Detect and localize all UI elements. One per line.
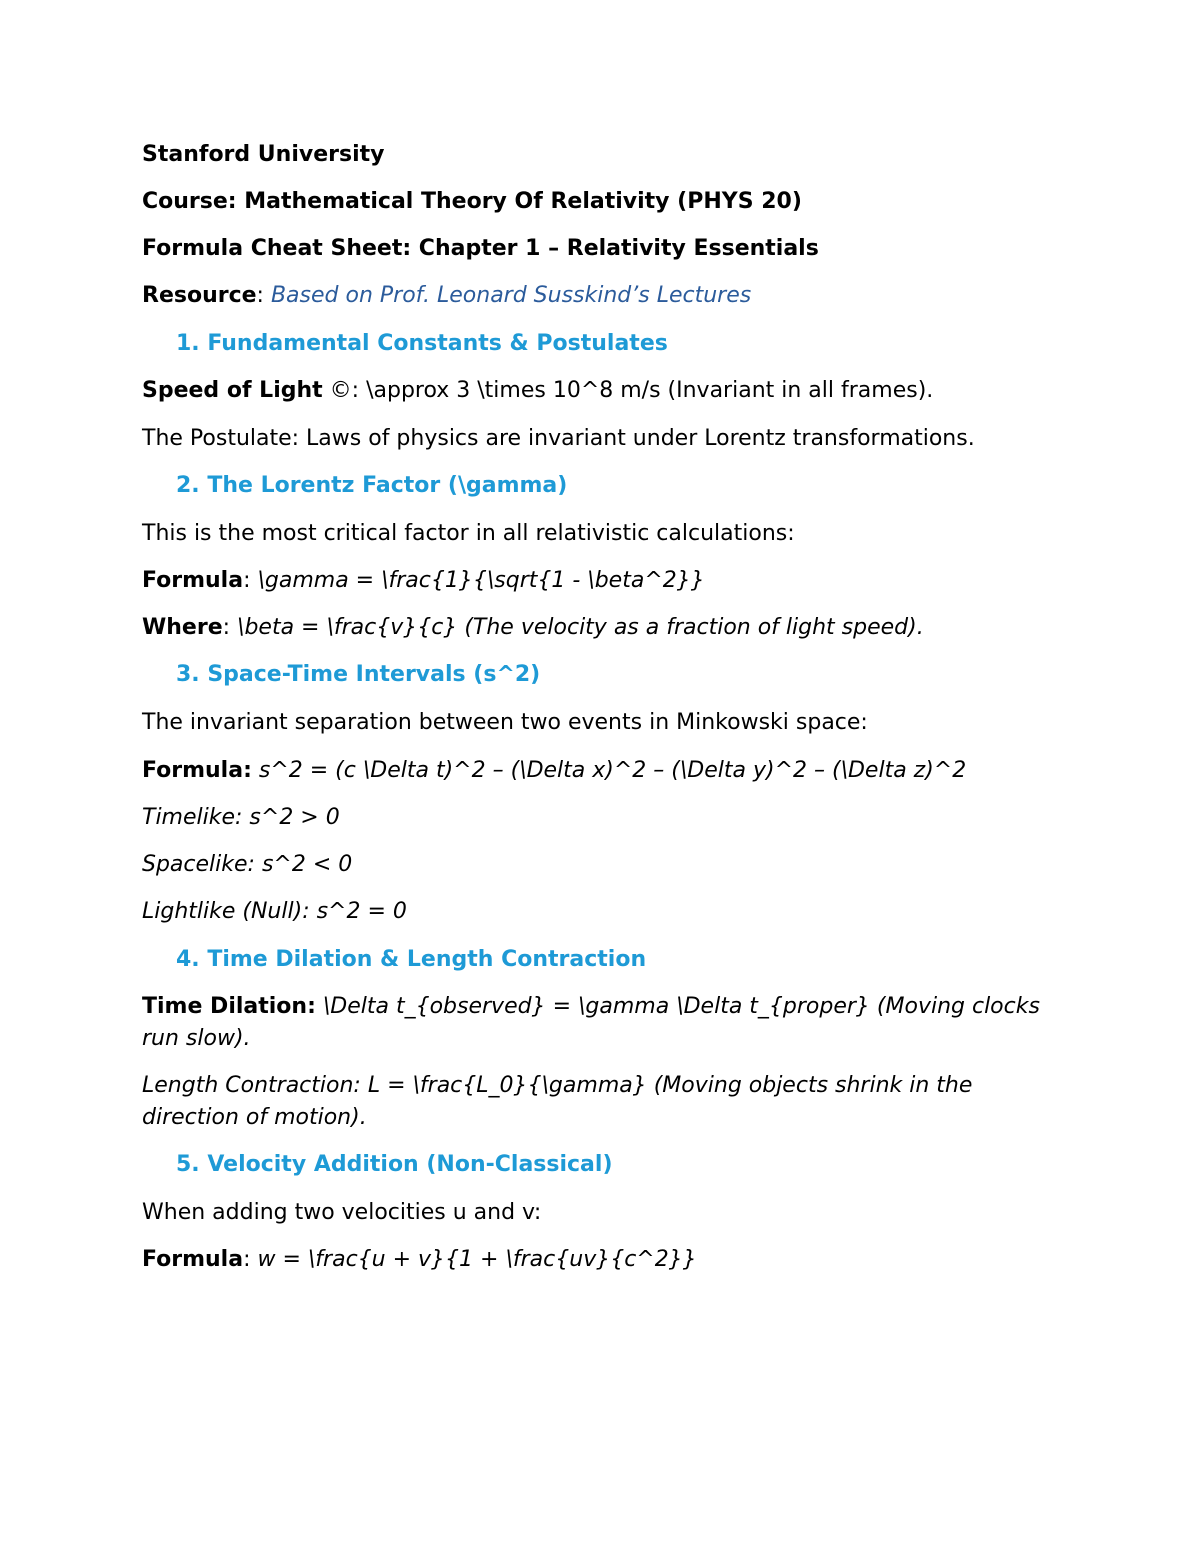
lorentz-where-label: Where xyxy=(142,615,223,640)
interval-formula-label: Formula: xyxy=(142,758,252,783)
lorentz-formula-separator: : xyxy=(243,568,258,593)
lightlike-text: Lightlike (Null): s^2 = 0 xyxy=(142,899,407,924)
course-title: Course: Mathematical Theory Of Relativity (PHYS 20) xyxy=(142,189,802,214)
resource-separator: : xyxy=(256,283,271,308)
section-5-heading: 5. Velocity Addition (Non-Classical) xyxy=(176,1152,613,1177)
velocity-formula-line xyxy=(142,1244,1062,1276)
resource-line xyxy=(142,280,1062,312)
lorentz-formula-text: \gamma = \frac{1}{\sqrt{1 - \beta^2}} xyxy=(257,568,705,593)
section-3-heading: 3. Space-Time Intervals (s^2) xyxy=(176,662,541,687)
lorentz-where-line xyxy=(142,612,1062,644)
sheet-title: Formula Cheat Sheet: Chapter 1 – Relativity Essentials xyxy=(142,236,819,261)
lorentz-where-text: \beta = \frac{v}{c} (The velocity as a fraction of light speed). xyxy=(237,615,924,640)
lorentz-formula-line xyxy=(142,565,1062,597)
interval-formula-text: s^2 = (c \Delta t)^2 – (\Delta x)^2 – (\Delta y)^2 – (\Delta z)^2 xyxy=(251,758,967,783)
lorentz-formula-label: Formula xyxy=(142,568,244,593)
lorentz-where-separator: : xyxy=(222,615,238,640)
resource-text: Based on Prof. Leonard Susskind’s Lectures xyxy=(270,283,752,308)
length-contraction-paragraph: Length Contraction: L = \frac{L_0}{\gamma} (Moving objects shrink in the direction of motion). xyxy=(142,1073,973,1130)
speed-of-light-line xyxy=(142,375,1062,407)
interval-intro: The invariant separation between two events in Minkowski space: xyxy=(142,710,868,735)
section-2-heading: 2. The Lorentz Factor (\gamma) xyxy=(176,473,568,498)
velocity-formula-separator: : xyxy=(243,1247,258,1272)
speed-of-light-label: Speed of Light xyxy=(142,378,323,403)
section-1-heading: 1. Fundamental Constants & Postulates xyxy=(176,331,668,356)
velocity-formula-text: w = \frac{u + v}{1 + \frac{uv}{c^2}} xyxy=(257,1247,697,1272)
postulate-text: The Postulate: Laws of physics are invariant under Lorentz transformations. xyxy=(142,426,975,451)
lorentz-intro: This is the most critical factor in all relativistic calculations: xyxy=(142,521,795,546)
time-dilation-label: Time Dilation: xyxy=(142,994,316,1019)
velocity-formula-label: Formula xyxy=(142,1247,244,1272)
time-dilation-paragraph xyxy=(142,991,1042,1055)
resource-label: Resource xyxy=(142,283,257,308)
speed-of-light-text: ©: \approx 3 \times 10^8 m/s (Invariant in all frames). xyxy=(322,378,934,403)
interval-formula-line xyxy=(142,755,1062,787)
university-title: Stanford University xyxy=(142,142,385,167)
velocity-intro: When adding two velocities u and v: xyxy=(142,1200,542,1225)
time-dilation-text: \Delta t_{observed} = \gamma \Delta t_{proper} (Moving clocks run slow). xyxy=(142,994,1040,1051)
spacelike-text: Spacelike: s^2 < 0 xyxy=(142,852,353,877)
section-4-heading: 4. Time Dilation & Length Contraction xyxy=(176,947,647,972)
timelike-text: Timelike: s^2 > 0 xyxy=(142,805,340,830)
